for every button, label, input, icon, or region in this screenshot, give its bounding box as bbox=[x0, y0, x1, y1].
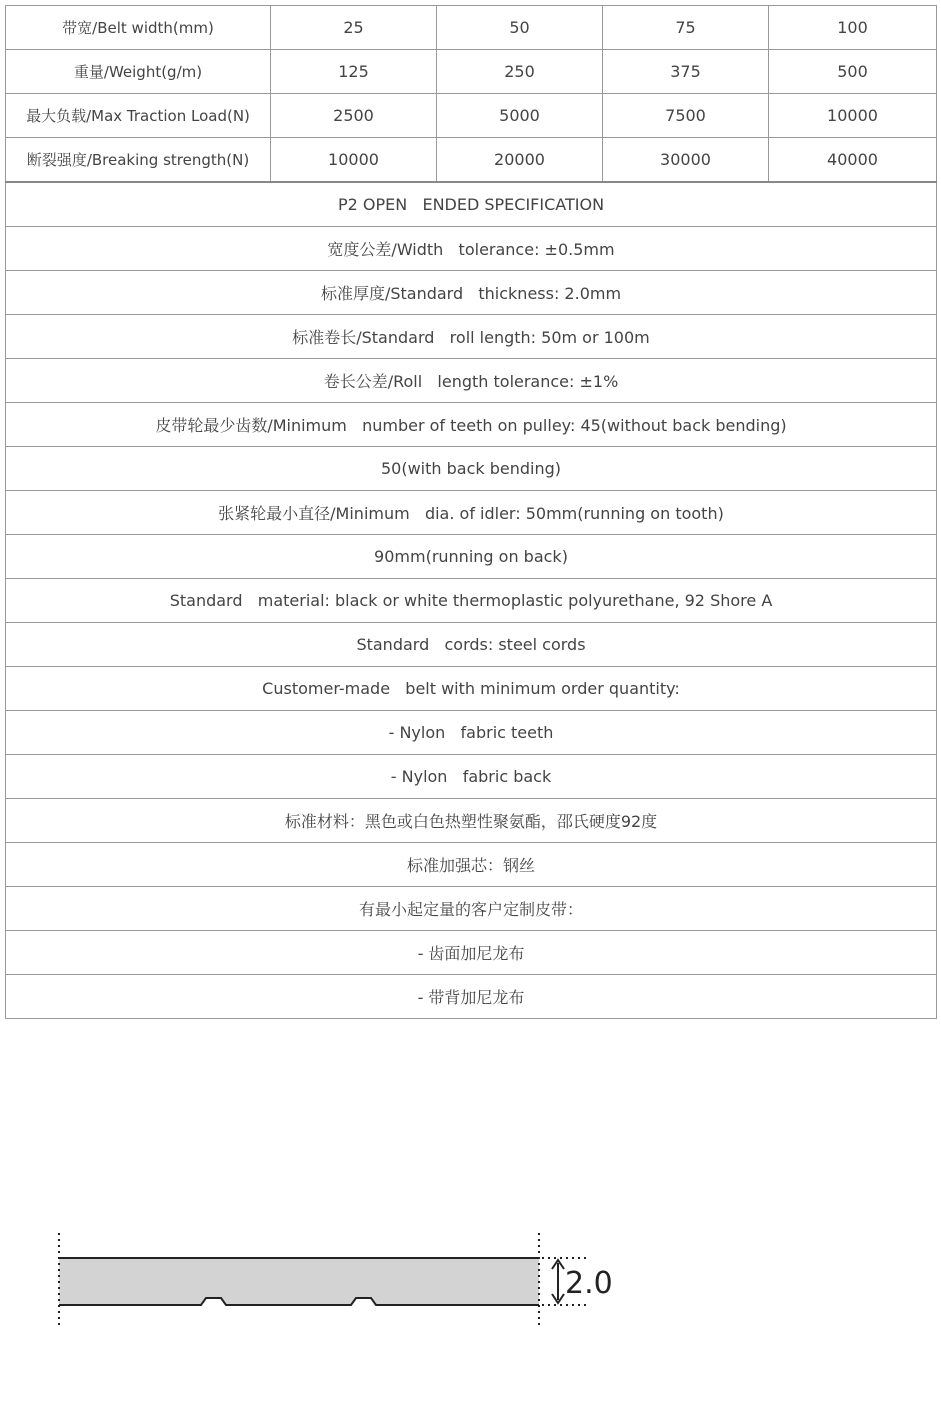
spec-cell: Standard material: black or white thermoplastic polyurethane, 92 Shore A bbox=[6, 579, 937, 623]
spec-row bbox=[6, 711, 937, 755]
table-cell: 40000 bbox=[769, 138, 937, 183]
table-cell: 2500 bbox=[271, 94, 437, 138]
spec-cell: 标准卷长/Standard roll length: 50m or 100m bbox=[6, 315, 937, 359]
spec-row-title bbox=[6, 182, 937, 227]
spec-row bbox=[6, 359, 937, 403]
spec-row bbox=[6, 491, 937, 535]
table-cell: 75 bbox=[603, 6, 769, 50]
table-cell: 10000 bbox=[769, 94, 937, 138]
spec-row bbox=[6, 887, 937, 931]
belt-profile-diagram bbox=[50, 1225, 620, 1335]
spec-row bbox=[6, 799, 937, 843]
spec-cell: 标准厚度/Standard thickness: 2.0mm bbox=[6, 271, 937, 315]
spec-row bbox=[6, 667, 937, 711]
spec-cell: 卷长公差/Roll length tolerance: ±1% bbox=[6, 359, 937, 403]
spec-row bbox=[6, 931, 937, 975]
table-cell: 25 bbox=[271, 6, 437, 50]
table-cell: 7500 bbox=[603, 94, 769, 138]
table-row-max-load bbox=[6, 94, 937, 138]
spec-row bbox=[6, 403, 937, 447]
spec-title: P2 OPEN ENDED SPECIFICATION bbox=[6, 182, 937, 227]
table-cell: 500 bbox=[769, 50, 937, 94]
belt-profile-body bbox=[59, 1258, 539, 1305]
table-cell: 100 bbox=[769, 6, 937, 50]
spec-table bbox=[5, 5, 937, 1019]
spec-cell: - 带背加尼龙布 bbox=[6, 975, 937, 1019]
spec-cell: 90mm(running on back) bbox=[6, 535, 937, 579]
table-cell: 30000 bbox=[603, 138, 769, 183]
row-label: 最大负载/Max Traction Load(N) bbox=[6, 94, 271, 138]
spec-cell: 张紧轮最小直径/Minimum dia. of idler: 50mm(running on tooth) bbox=[6, 491, 937, 535]
spec-row bbox=[6, 623, 937, 667]
table-row-weight bbox=[6, 50, 937, 94]
spec-cell: - Nylon fabric teeth bbox=[6, 711, 937, 755]
thickness-label: 2.0 bbox=[565, 1266, 613, 1301]
table-cell: 50 bbox=[437, 6, 603, 50]
spec-cell: - 齿面加尼龙布 bbox=[6, 931, 937, 975]
spec-row bbox=[6, 227, 937, 271]
spec-row bbox=[6, 975, 937, 1019]
spec-row bbox=[6, 579, 937, 623]
spec-row bbox=[6, 447, 937, 491]
spec-row bbox=[6, 271, 937, 315]
spec-cell: Customer-made belt with minimum order quantity: bbox=[6, 667, 937, 711]
table-cell: 10000 bbox=[271, 138, 437, 183]
table-row-belt-width bbox=[6, 6, 937, 50]
spec-row bbox=[6, 535, 937, 579]
spec-cell: Standard cords: steel cords bbox=[6, 623, 937, 667]
spec-row bbox=[6, 315, 937, 359]
spec-row bbox=[6, 755, 937, 799]
spec-cell: 有最小起定量的客户定制皮带： bbox=[6, 887, 937, 931]
row-label: 重量/Weight(g/m) bbox=[6, 50, 271, 94]
row-label: 断裂强度/Breaking strength(N) bbox=[6, 138, 271, 183]
table-cell: 375 bbox=[603, 50, 769, 94]
spec-cell: 50(with back bending) bbox=[6, 447, 937, 491]
spec-cell: 标准材料：黑色或白色热塑性聚氨酯，邵氏硬度92度 bbox=[6, 799, 937, 843]
row-label: 带宽/Belt width(mm) bbox=[6, 6, 271, 50]
table-cell: 5000 bbox=[437, 94, 603, 138]
table-cell: 250 bbox=[437, 50, 603, 94]
spec-row bbox=[6, 843, 937, 887]
spec-cell: 标准加强芯：钢丝 bbox=[6, 843, 937, 887]
spec-cell: 皮带轮最少齿数/Minimum number of teeth on pulley: 45(without back bending) bbox=[6, 403, 937, 447]
table-row-breaking-strength bbox=[6, 138, 937, 183]
spec-cell: - Nylon fabric back bbox=[6, 755, 937, 799]
spec-cell: 宽度公差/Width tolerance: ±0.5mm bbox=[6, 227, 937, 271]
table-cell: 125 bbox=[271, 50, 437, 94]
table-cell: 20000 bbox=[437, 138, 603, 183]
